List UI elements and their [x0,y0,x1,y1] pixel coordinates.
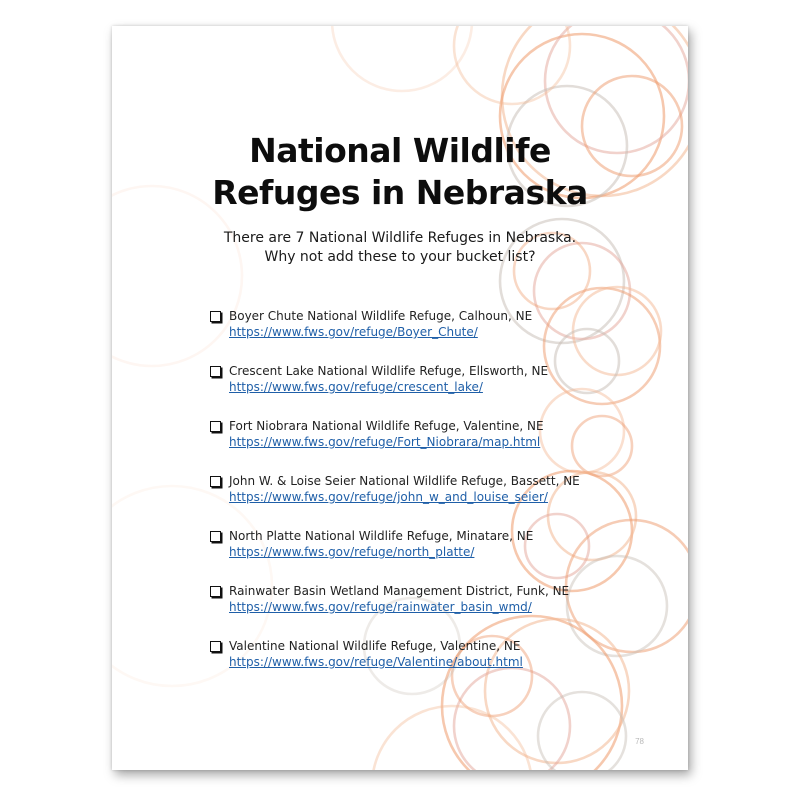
refuge-name: Boyer Chute National Wildlife Refuge, Calhoun, NE [229,309,533,323]
list-item [210,528,580,583]
page-number: 78 [635,737,644,746]
checkbox[interactable] [210,421,221,432]
checkbox[interactable] [210,586,221,597]
refuge-link[interactable]: https://www.fws.gov/refuge/crescent_lake/ [229,380,483,394]
list-item [210,473,580,528]
refuge-link[interactable]: https://www.fws.gov/refuge/Fort_Niobrara/map.html [229,435,541,449]
checkbox[interactable] [210,641,221,652]
page-title-line-1: National Wildlife [249,131,551,170]
refuge-name: Crescent Lake National Wildlife Refuge, Ellsworth, NE [229,364,549,378]
refuge-name: Rainwater Basin Wetland Management District, Funk, NE [229,584,570,598]
refuge-link[interactable]: https://www.fws.gov/refuge/Valentine/about.html [229,655,523,669]
refuge-name: Valentine National Wildlife Refuge, Valentine, NE [229,639,521,653]
page-title-line-2: Refuges in Nebraska [212,173,588,212]
refuge-name: Fort Niobrara National Wildlife Refuge, Valentine, NE [229,419,544,433]
refuge-link[interactable]: https://www.fws.gov/refuge/north_platte/ [229,545,475,559]
checkbox[interactable] [210,531,221,542]
subtitle-line-2: Why not add these to your bucket list? [264,249,536,265]
subtitle-line-1: There are 7 National Wildlife Refuges in Nebraska. [223,230,577,246]
page-subtitle [112,229,688,267]
list-item [210,308,580,363]
refuge-link[interactable]: https://www.fws.gov/refuge/john_w_and_louise_seier/ [229,490,548,504]
list-item [210,583,580,638]
refuge-name: North Platte National Wildlife Refuge, Minatare, NE [229,529,534,543]
document-page [112,26,688,770]
refuge-name: John W. & Loise Seier National Wildlife Refuge, Bassett, NE [229,474,580,488]
checkbox[interactable] [210,476,221,487]
refuge-checklist [210,308,580,693]
page-title [112,130,688,214]
checkbox[interactable] [210,311,221,322]
list-item [210,363,580,418]
refuge-link[interactable]: https://www.fws.gov/refuge/Boyer_Chute/ [229,325,478,339]
checkbox[interactable] [210,366,221,377]
refuge-link[interactable]: https://www.fws.gov/refuge/rainwater_basin_wmd/ [229,600,532,614]
list-item [210,638,580,693]
list-item [210,418,580,473]
